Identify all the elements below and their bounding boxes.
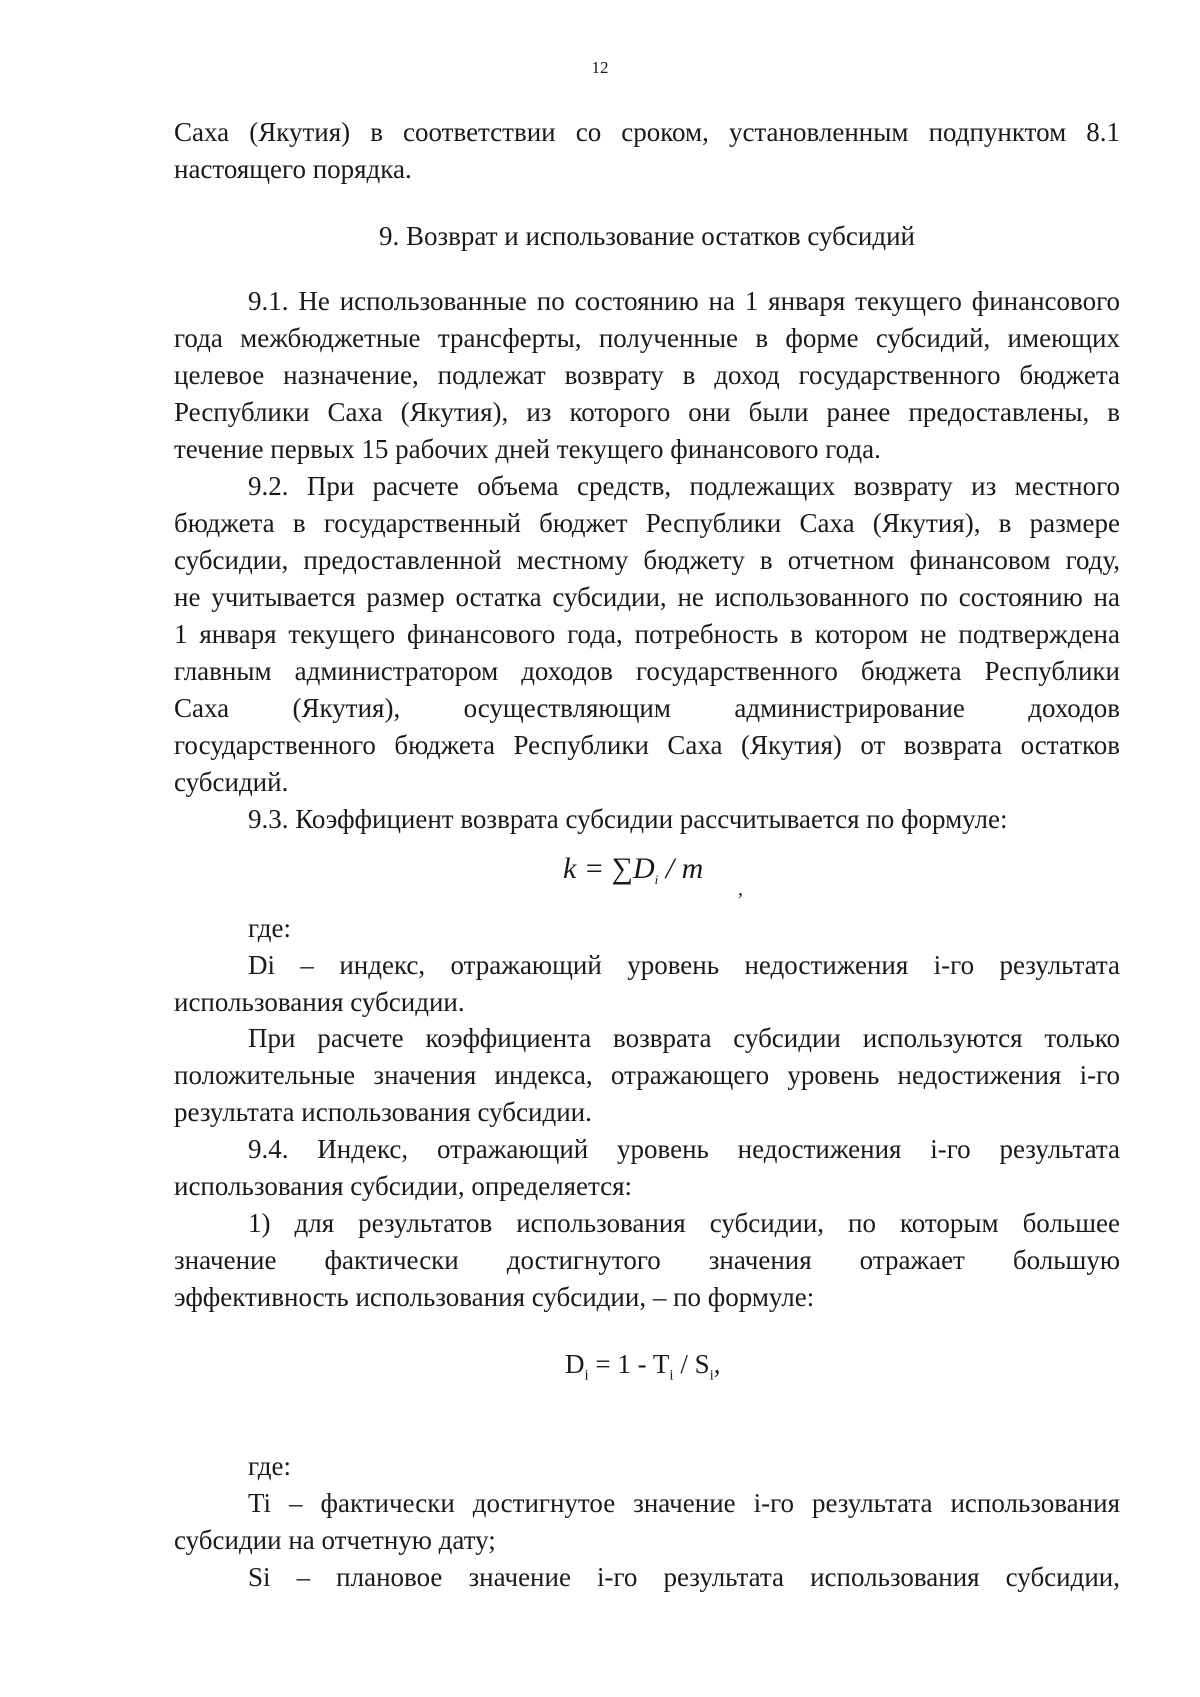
text-line: субсидии на отчетную дату;	[174, 1525, 496, 1555]
formula-k-comma: ,	[738, 878, 743, 900]
text-line: 1) для результатов использования субсидии, по которым большее	[248, 1208, 1120, 1238]
formula-s-sub: i	[709, 1367, 714, 1384]
text-line: Республики Саха (Якутия), из которого они были ранее предоставлены, в	[174, 397, 1120, 427]
text-line: не учитывается размер остатка субсидии, не использованного по состоянию на	[174, 582, 1120, 612]
text-line: 9.1. Не использованные по состоянию на 1 января текущего финансового	[248, 286, 1120, 316]
paragraph-9-3	[174, 801, 1120, 838]
text-line: государственного бюджета Республики Саха (Якутия) от возврата остатков	[174, 730, 1120, 760]
text-line: использования субсидии.	[174, 987, 465, 1017]
paragraph-9-4	[174, 1131, 1120, 1316]
formula-k	[563, 852, 703, 888]
formula-t-sub: i	[669, 1367, 674, 1384]
text-line: бюджета в государственный бюджет Республики Саха (Якутия), в размере	[174, 508, 1120, 538]
text-line: главным администратором доходов государственного бюджета Республики	[174, 656, 1120, 686]
text-line: При расчете коэффициента возврата субсидии используются только	[248, 1023, 1120, 1053]
paragraph-positive-values	[174, 1020, 1120, 1131]
paragraph-where-2	[174, 1448, 1120, 1596]
text-line: 1 января текущего финансового года, потребность в котором не подтверждена	[174, 619, 1120, 649]
text-line: субсидии, предоставленной местному бюджету в отчетном финансовом году,	[174, 545, 1120, 575]
formula-k-rhs: / m	[658, 852, 704, 885]
formula-d-sub: i	[584, 1367, 589, 1384]
text-line: 9.3. Коэффициент возврата субсидии рассчитывается по формуле:	[248, 804, 1008, 834]
formula-k-sub: i	[654, 872, 659, 887]
formula-d-end: ,	[713, 1349, 721, 1379]
paragraph-9-1	[174, 283, 1120, 468]
text-line: настоящего порядка.	[174, 154, 412, 184]
text-line: года межбюджетные трансферты, полученные в форме субсидий, имеющих	[174, 323, 1120, 353]
text-line: течение первых 15 рабочих дней текущего финансового года.	[174, 434, 881, 464]
text-line: 9.4. Индекс, отражающий уровень недостижения i-го результата	[248, 1134, 1120, 1164]
text-line: Di – индекс, отражающий уровень недостижения i-го результата	[248, 950, 1120, 980]
text-line: положительные значения индекса, отражающего уровень недостижения i-го	[174, 1060, 1120, 1090]
text-line: использования субсидии, определяется:	[174, 1171, 633, 1201]
formula-k-lhs: k = ∑D	[563, 852, 655, 885]
formula-d	[565, 1349, 721, 1384]
text-line: значение фактически достигнутого значения отражает большую	[174, 1245, 1120, 1275]
paragraph-9-2	[174, 468, 1120, 801]
paragraph-continuation	[174, 114, 1120, 188]
text-line: Саха (Якутия), осуществляющим администрирование доходов	[174, 693, 1120, 723]
text-line: где:	[248, 1451, 291, 1481]
page-number: 12	[591, 58, 609, 77]
section-heading: 9. Возврат и использование остатков субсидий	[379, 221, 915, 251]
text-line: Ti – фактически достигнутое значение i-го результата использования	[248, 1488, 1120, 1518]
formula-d-slash: / S	[673, 1349, 710, 1379]
text-line: субсидий.	[174, 767, 289, 797]
text-line: Si – плановое значение i-го результата использования субсидии,	[248, 1562, 1120, 1592]
paragraph-where-1	[174, 910, 1120, 1021]
text-line: целевое назначение, подлежат возврату в доход государственного бюджета	[174, 360, 1120, 390]
text-line: 9.2. При расчете объема средств, подлежащих возврату из местного	[248, 471, 1120, 501]
text-line: Саха (Якутия) в соответствии со сроком, установленным подпунктом 8.1	[174, 117, 1120, 147]
text-line: результата использования субсидии.	[174, 1097, 592, 1127]
formula-d-mid: = 1 - T	[588, 1349, 670, 1379]
formula-d-d: D	[565, 1349, 585, 1379]
text-line: эффективность использования субсидии, – по формуле:	[174, 1282, 815, 1312]
text-line: где:	[248, 913, 291, 943]
